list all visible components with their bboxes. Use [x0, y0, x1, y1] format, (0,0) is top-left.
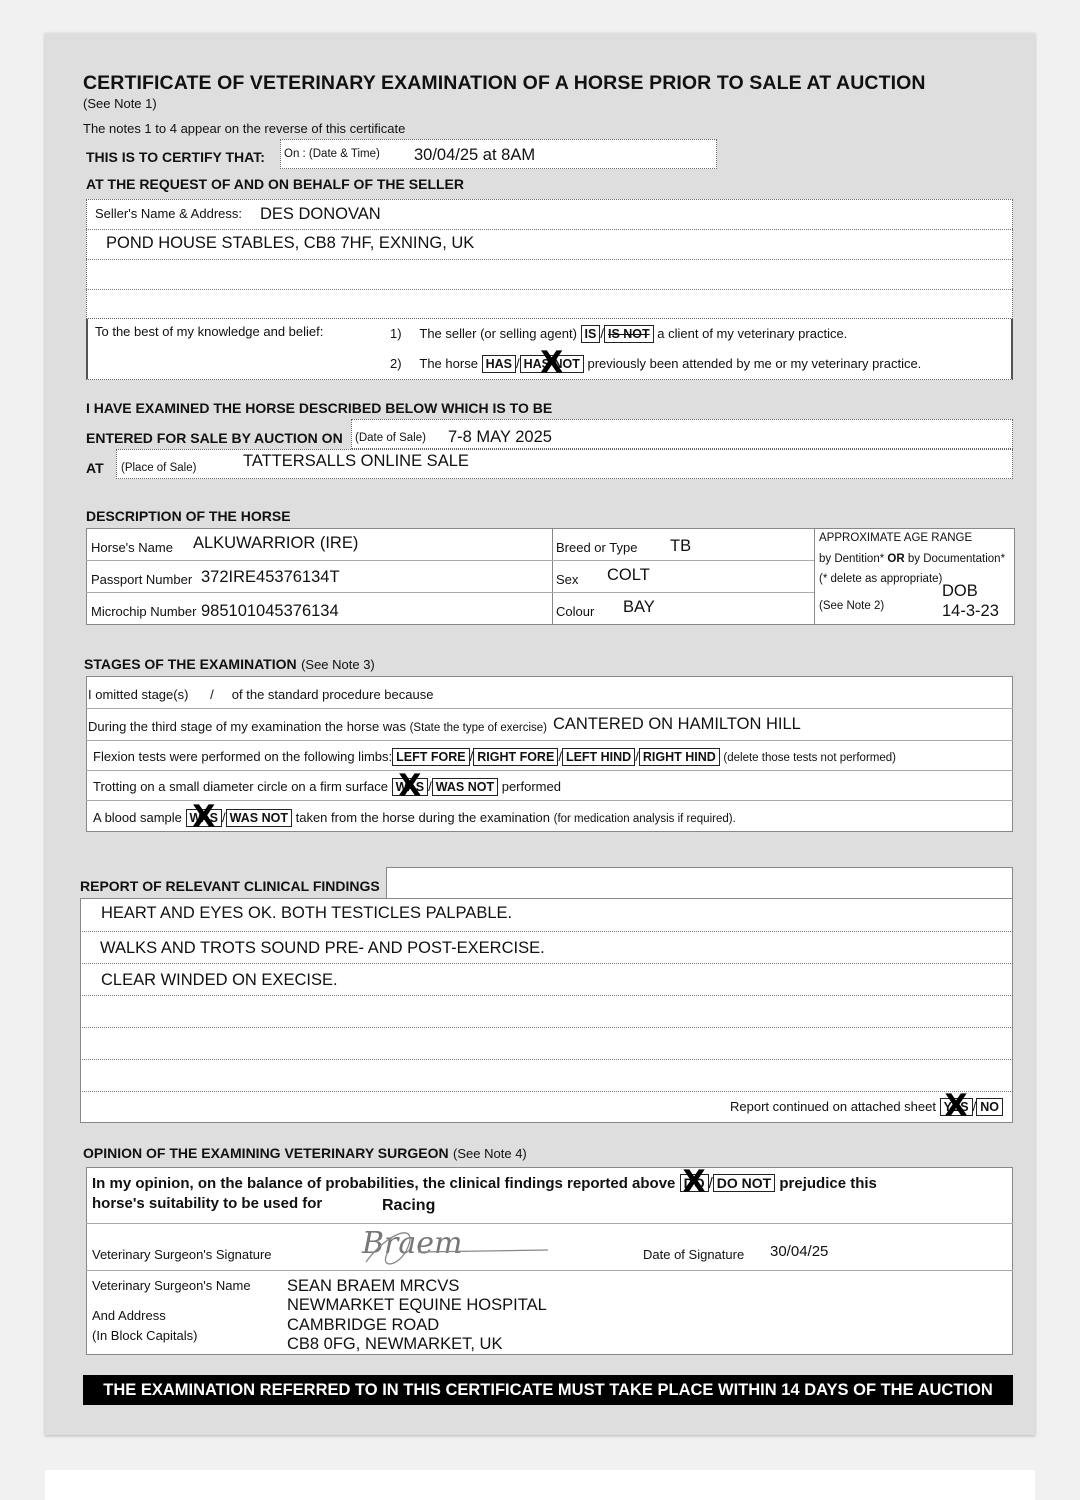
opinion-do-crossed: DO X [680, 1174, 709, 1192]
vet-name-line-3: CAMBRIDGE ROAD [287, 1316, 440, 1334]
see-note-1: (See Note 1) [83, 96, 157, 111]
date-signature-value: 30/04/25 [770, 1243, 829, 1260]
continued-yes-crossed: YES X [940, 1098, 973, 1116]
signature-label: Veterinary Surgeon's Signature [92, 1247, 272, 1262]
breed-value: TB [670, 537, 692, 555]
flexion-row: Flexion tests were performed on the following limbs: LEFT FORE / RIGHT FORE / LEFT HIND / RIGHT HIND (delete those tests not performed) [93, 749, 896, 764]
belief-item-1: 1) The seller (or selling agent) IS / IS NOT a client of my veterinary practice. [390, 326, 848, 341]
vet-signature: Braem [362, 1226, 463, 1261]
vet-address-label: And Address [92, 1308, 166, 1323]
microchip-label: Microchip Number [91, 604, 197, 619]
dob-label: DOB [942, 582, 978, 600]
stages-title: STAGES OF THE EXAMINATION (See Note 3) [84, 656, 375, 672]
age-by: by Dentition* OR by Documentation* [819, 553, 1006, 565]
notes-line: The notes 1 to 4 appear on the reverse of this certificate [83, 121, 406, 136]
horse-name: ALKUWARRIOR (IRE) [193, 534, 359, 552]
vet-name-line-2: NEWMARKET EQUINE HOSPITAL [287, 1296, 547, 1314]
sale-date-value: 7-8 MAY 2025 [448, 428, 552, 446]
vet-name-line-1: SEAN BRAEM MRCVS [287, 1277, 460, 1295]
dob-value: 14-3-23 [942, 602, 999, 620]
horse-section-title: DESCRIPTION OF THE HORSE [86, 508, 291, 524]
block-capitals-label: (In Block Capitals) [92, 1328, 198, 1343]
on-date-value: 30/04/25 at 8AM [414, 146, 536, 164]
has-option: HAS [482, 355, 516, 373]
trot-was-not: WAS NOT [432, 778, 498, 796]
seller-name-label: Seller's Name & Address: [95, 206, 242, 221]
report-line-3: CLEAR WINDED ON EXECISE. [101, 971, 338, 989]
breed-label: Breed or Type [556, 540, 638, 555]
age-note: (See Note 2) [819, 600, 885, 612]
request-label: AT THE REQUEST OF AND ON BEHALF OF THE SELLER [86, 176, 464, 192]
sex-value: COLT [607, 566, 650, 584]
colour-label: Colour [556, 604, 595, 619]
left-fore-option: LEFT FORE [392, 748, 469, 766]
seller-address: POND HOUSE STABLES, CB8 7HF, EXNING, UK [106, 234, 475, 252]
is-option: IS [581, 325, 601, 343]
report-line-2: WALKS AND TROTS SOUND PRE- AND POST-EXERCISE. [100, 939, 545, 957]
third-stage-row: During the third stage of my examination the horse was (State the type of exercise) [88, 719, 548, 734]
belief-item-2: 2) The horse HAS / HAS NOT X previously been attended by me or my veterinary practice. [390, 355, 921, 373]
certify-label: THIS IS TO CERTIFY THAT: [86, 149, 265, 165]
omitted-row: I omitted stage(s) / of the standard procedure because [88, 687, 434, 702]
age-title: APPROXIMATE AGE RANGE [819, 532, 973, 544]
right-hind-option: RIGHT HIND [639, 748, 720, 766]
passport-number: 372IRE45376134T [201, 568, 340, 586]
examined-line: I HAVE EXAMINED THE HORSE DESCRIBED BELOW WHICH IS TO BE [86, 400, 553, 416]
next-page [45, 1470, 1035, 1500]
belief-label: To the best of my knowledge and belief: [95, 324, 324, 339]
microchip-number: 985101045376134 [201, 602, 339, 620]
at-label: AT [86, 460, 104, 476]
date-signature-label: Date of Signature [643, 1247, 745, 1262]
report-continued-row: Report continued on attached sheet YES X / NO [730, 1098, 1003, 1116]
third-stage-value: CANTERED ON HAMILTON HILL [553, 715, 801, 733]
right-fore-option: RIGHT FORE [473, 748, 558, 766]
opinion-title: OPINION OF THE EXAMINING VETERINARY SURGEON (See Note 4) [83, 1145, 527, 1161]
colour-value: BAY [623, 598, 655, 616]
trot-row: Trotting on a small diameter circle on a firm surface WAS X / WAS NOT performed [93, 778, 561, 796]
signature-flourish [358, 1222, 558, 1272]
continued-no: NO [976, 1098, 1003, 1116]
sale-date-label: (Date of Sale) [355, 432, 426, 444]
has-not-option-crossed: HAS NOT X [520, 355, 584, 373]
blood-was-not: WAS NOT [226, 809, 292, 827]
on-date-label: On : (Date & Time) [284, 148, 380, 160]
report-line-1: HEART AND EYES OK. BOTH TESTICLES PALPABLE. [101, 904, 513, 922]
age-delete: (* delete as appropriate) [819, 573, 943, 585]
page-title: CERTIFICATE OF VETERINARY EXAMINATION OF A HORSE PRIOR TO SALE AT AUCTION [83, 72, 926, 94]
opinion-do-not: DO NOT [713, 1174, 775, 1192]
report-header-box [386, 867, 1013, 899]
passport-label: Passport Number [91, 572, 193, 587]
report-title: REPORT OF RELEVANT CLINICAL FINDINGS [80, 878, 380, 894]
footer-banner: THE EXAMINATION REFERRED TO IN THIS CERTIFICATE MUST TAKE PLACE WITHIN 14 DAYS OF THE AUCTION [83, 1375, 1013, 1405]
is-not-option-struck: IS NOT [604, 325, 654, 343]
left-hind-option: LEFT HIND [562, 748, 635, 766]
blood-was-crossed: WAS X [186, 809, 222, 827]
vet-name-label: Veterinary Surgeon's Name [92, 1278, 251, 1293]
seller-name: DES DONOVAN [260, 205, 381, 223]
opinion-line-2: horse's suitability to be used for [92, 1195, 323, 1212]
blood-row: A blood sample WAS X / WAS NOT taken from the horse during the examination (for medication analysis if required). [93, 809, 736, 827]
trot-was-crossed: WAS X [392, 778, 428, 796]
sale-place-label: (Place of Sale) [121, 462, 197, 474]
sale-place-value: TATTERSALLS ONLINE SALE [243, 452, 469, 470]
opinion-text: In my opinion, on the balance of probabilities, the clinical findings reported above DO X / DO NOT prejudice this [92, 1174, 877, 1192]
horse-name-label: Horse's Name [91, 540, 173, 555]
vet-name-line-4: CB8 0FG, NEWMARKET, UK [287, 1335, 503, 1353]
sex-label: Sex [556, 572, 579, 587]
entered-label: ENTERED FOR SALE BY AUCTION ON [86, 430, 343, 446]
use-value: Racing [382, 1197, 436, 1214]
